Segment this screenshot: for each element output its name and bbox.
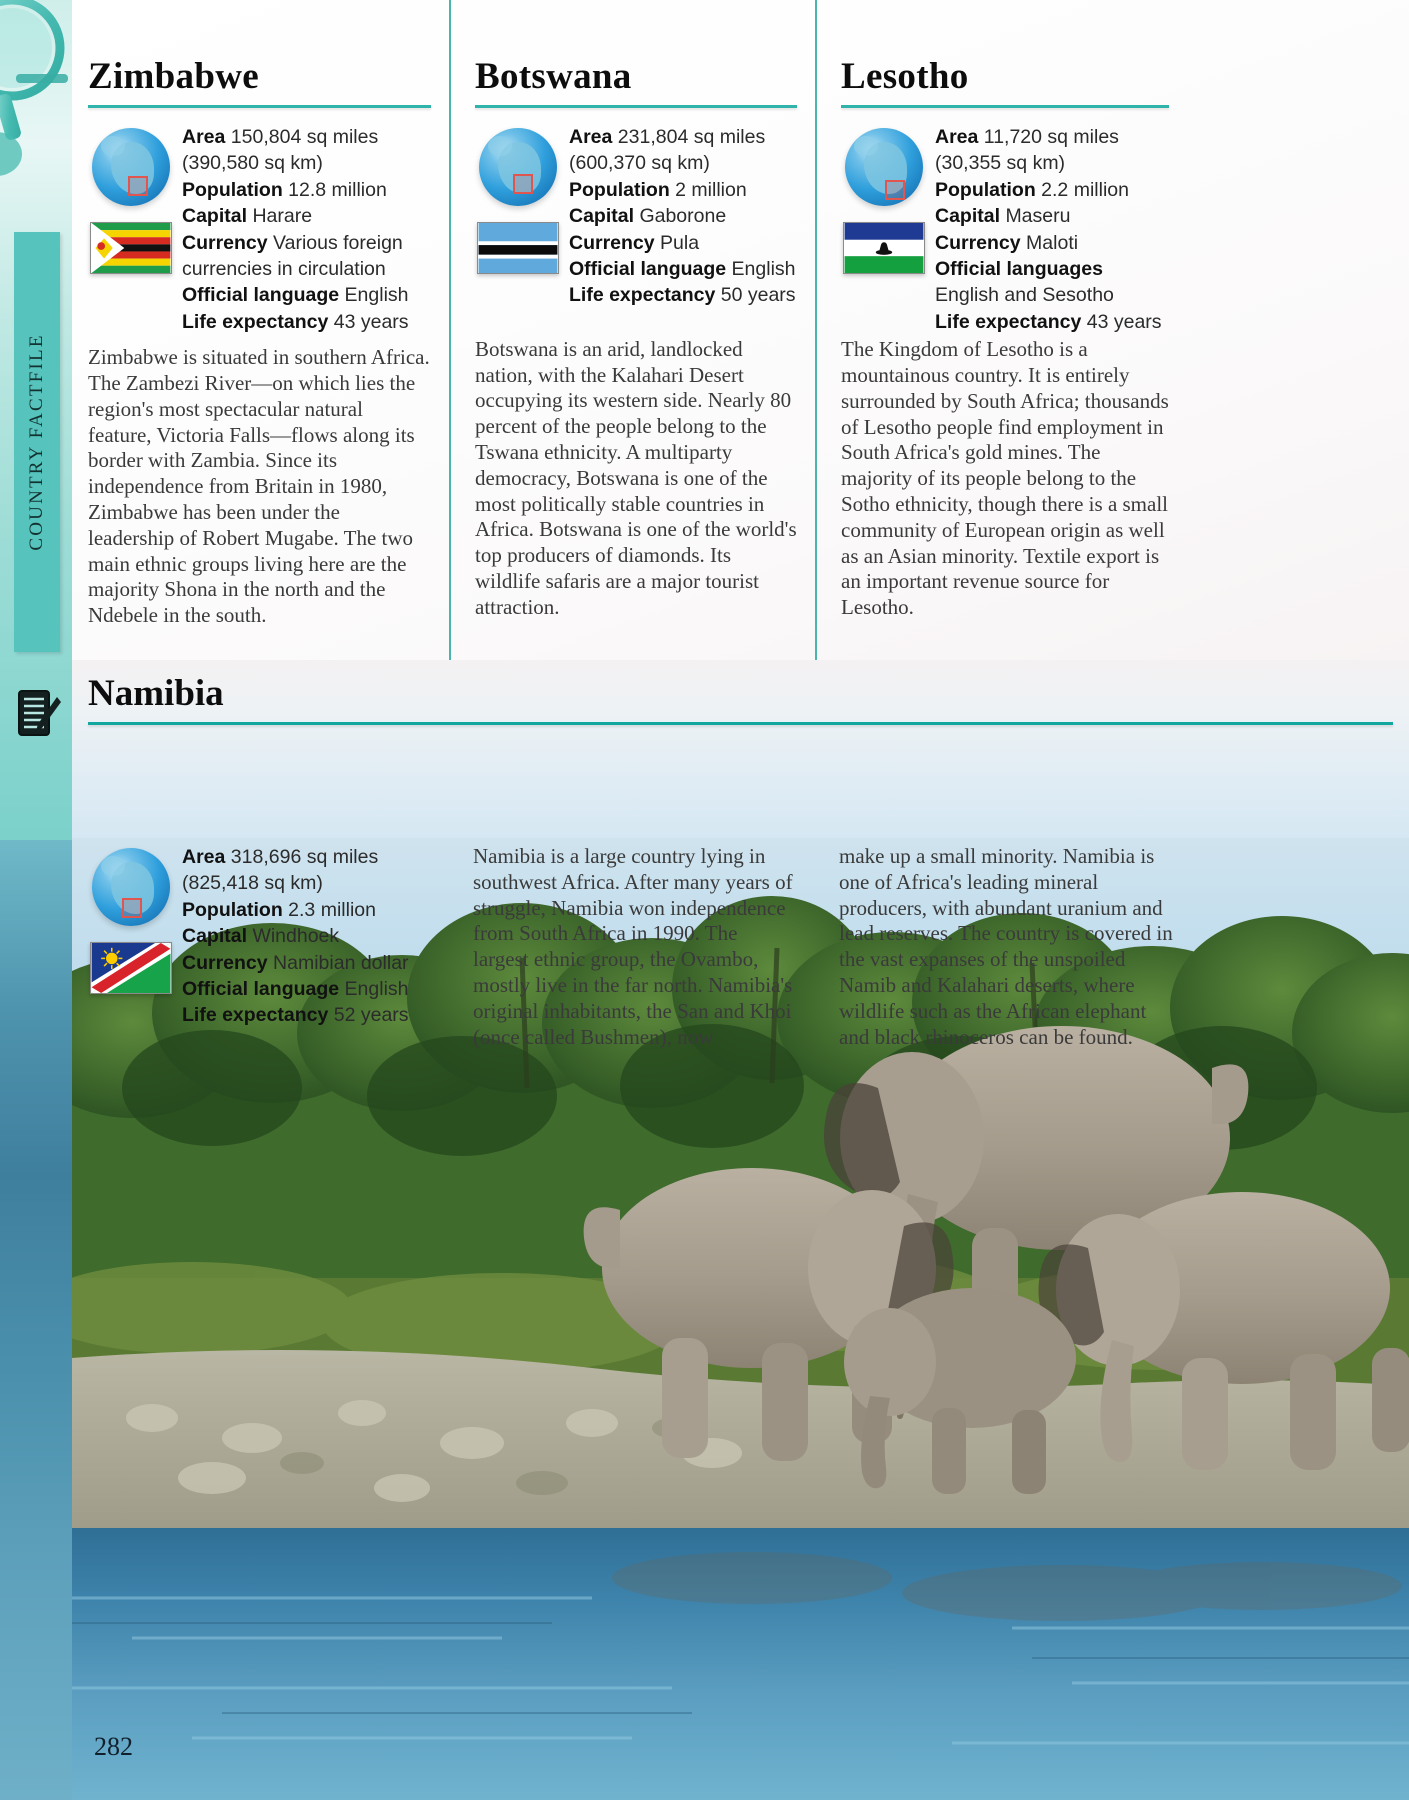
- value-capital: Windhoek: [252, 925, 340, 948]
- factfile-values: [182, 124, 431, 335]
- value-area-metric: (30,355 sq km): [935, 152, 1066, 175]
- country-description: Botswana is an arid, landlocked nation, with the Kalahari Desert occupying its western side. Nearly 80 percent of the people belong to the Tswana ethnicity. A multiparty democracy, Botswana is one of the most politically stable countries in Africa. Botswana is one of the world's top producers of diamonds. Its wildlife safaris are a major tourist attraction.: [475, 336, 797, 619]
- label-population: Population: [182, 898, 283, 921]
- flag-lesotho: [843, 222, 925, 274]
- location-marker-icon: [122, 898, 142, 918]
- value-population: 12.8 million: [288, 178, 387, 201]
- value-life-expectancy: 43 years: [333, 310, 409, 333]
- label-area: Area: [935, 126, 979, 148]
- namibia-title: Namibia: [88, 673, 224, 714]
- label-life-expectancy: Life expectancy: [182, 310, 329, 333]
- page-content: [72, 0, 1409, 1800]
- value-life-expectancy: 52 years: [333, 1004, 409, 1027]
- sidebar-tab-country-factfile[interactable]: [14, 232, 60, 652]
- label-official-languages: Official languages: [935, 258, 1103, 281]
- namibia-description-left: [449, 842, 815, 1049]
- magnifying-glass-icon: [0, 0, 124, 191]
- label-life-expectancy: Life expectancy: [182, 1004, 329, 1027]
- country-title: Lesotho: [841, 56, 969, 97]
- label-area: Area: [182, 126, 226, 148]
- country-description: Zimbabwe is situated in southern Africa. The Zambezi River—on which lies the region's most spectacular natural feature, Victoria Falls—flows along its border with Zambia. Since its independence from Britain in 1980, Zimbabwe has been under the leadership of Robert Mugabe. The two main ethnic groups living here are the majority Shona in the north and the Ndebele in the south.: [88, 345, 430, 628]
- country-title: Botswana: [475, 56, 632, 97]
- value-population: 2 million: [675, 178, 747, 201]
- label-official-language: Official language: [182, 978, 340, 1001]
- label-official-language: Official language: [182, 284, 340, 307]
- label-currency: Currency: [182, 951, 268, 974]
- factfile-icons: [475, 124, 569, 309]
- label-currency: Currency: [569, 231, 655, 254]
- namibia-description-right: [815, 842, 1187, 1049]
- namibia-body-left: Namibia is a large country lying in southwest Africa. After many years of struggle, Namibia won independence from South Africa in 1990. The largest ethnic group, the Ovambo, mostly live in the far north. Namibia's original inhabitants, the San and Khoi (once called Bushmen), now: [473, 844, 793, 1049]
- location-marker-icon: [128, 176, 148, 196]
- namibia-header-band: [72, 660, 1409, 842]
- left-rail-photo-bleed: [0, 840, 72, 1800]
- country-column-lesotho: [815, 0, 1187, 660]
- value-area: 11,720 sq miles: [983, 126, 1119, 148]
- factfile-block: [475, 124, 797, 309]
- country-title: Zimbabwe: [88, 56, 259, 97]
- namibia-factfile-column: [72, 842, 449, 1042]
- label-population: Population: [182, 178, 283, 201]
- title-rule: [841, 105, 1169, 108]
- value-capital: Maseru: [1005, 205, 1071, 228]
- flag-botswana: [477, 222, 559, 274]
- label-capital: Capital: [182, 925, 248, 948]
- value-capital: Gaborone: [639, 205, 727, 228]
- value-life-expectancy: 50 years: [720, 284, 796, 307]
- value-area: 231,804 sq miles: [617, 126, 766, 148]
- label-life-expectancy: Life expectancy: [935, 310, 1082, 333]
- country-columns: [72, 0, 1409, 660]
- namibia-title-rule: [88, 722, 1393, 725]
- factfile-block: [88, 124, 431, 335]
- sidebar-tab-label: COUNTRY FACTFILE: [26, 333, 47, 551]
- value-area-metric: (825,418 sq km): [182, 872, 323, 895]
- namibia-content: [72, 842, 1409, 1049]
- value-area: 150,804 sq miles: [230, 126, 379, 148]
- value-capital: Harare: [252, 205, 313, 228]
- value-currency: Maloti: [1026, 231, 1079, 254]
- location-marker-icon: [885, 180, 905, 200]
- title-rule: [475, 105, 797, 108]
- factfile-values: [569, 124, 797, 309]
- country-column-botswana: [449, 0, 815, 660]
- label-area: Area: [569, 126, 613, 148]
- page-number: 282: [94, 1732, 133, 1761]
- factfile-block: [841, 124, 1169, 335]
- flag-namibia: [90, 942, 172, 994]
- label-population: Population: [569, 178, 670, 201]
- namibia-body-right: make up a small minority. Namibia is one of Africa's leading mineral producers, with abundant uranium and lead reserves. The country is covered in the vast expanses of the unspoiled Namib and Kalahari deserts, where wildlife such as the African elephant and black rhinoceros can be found.: [839, 844, 1173, 1049]
- label-area: Area: [182, 846, 226, 868]
- location-marker-icon: [513, 174, 533, 194]
- globe-africa-icon: [845, 128, 923, 206]
- value-population: 2.3 million: [288, 898, 376, 921]
- value-official-language: English: [344, 284, 409, 307]
- factfile-icons: [88, 844, 182, 1029]
- label-capital: Capital: [182, 205, 248, 228]
- value-life-expectancy: 43 years: [1086, 310, 1162, 333]
- factfile-values: [182, 844, 435, 1029]
- value-area-metric: (390,580 sq km): [182, 152, 323, 175]
- label-capital: Capital: [569, 205, 635, 228]
- value-currency: Namibian dollar: [273, 951, 409, 974]
- label-population: Population: [935, 178, 1036, 201]
- globe-africa-icon: [92, 848, 170, 926]
- flag-zimbabwe: [90, 222, 172, 274]
- value-official-language: English: [344, 978, 409, 1001]
- value-currency: Pula: [660, 231, 700, 254]
- globe-africa-icon: [479, 128, 557, 206]
- label-official-language: Official language: [569, 258, 727, 281]
- value-official-language: English: [731, 258, 796, 281]
- title-rule: [88, 105, 431, 108]
- notepad-pencil-icon: [16, 688, 62, 740]
- label-currency: Currency: [182, 231, 268, 254]
- factfile-block: [88, 844, 435, 1029]
- label-capital: Capital: [935, 205, 1001, 228]
- factfile-icons: [841, 124, 935, 335]
- factfile-values: [935, 124, 1169, 335]
- country-column-zimbabwe: [72, 0, 449, 660]
- value-population: 2.2 million: [1041, 178, 1129, 201]
- country-description: The Kingdom of Lesotho is a mountainous country. It is entirely surrounded by South Africa; thousands of Lesotho people find employment in South Africa's gold mines. The majority of its people belong to the Sotho ethnicity, though there is a small community of European origin as well as an Asian minority. Textile export is an important revenue source for Lesotho.: [841, 337, 1169, 620]
- label-life-expectancy: Life expectancy: [569, 284, 716, 307]
- label-currency: Currency: [935, 231, 1021, 254]
- value-area: 318,696 sq miles: [230, 846, 379, 868]
- value-area-metric: (600,370 sq km): [569, 152, 710, 175]
- value-currency: Various foreign currencies in circulation: [182, 231, 403, 281]
- value-official-languages: English and Sesotho: [935, 284, 1114, 307]
